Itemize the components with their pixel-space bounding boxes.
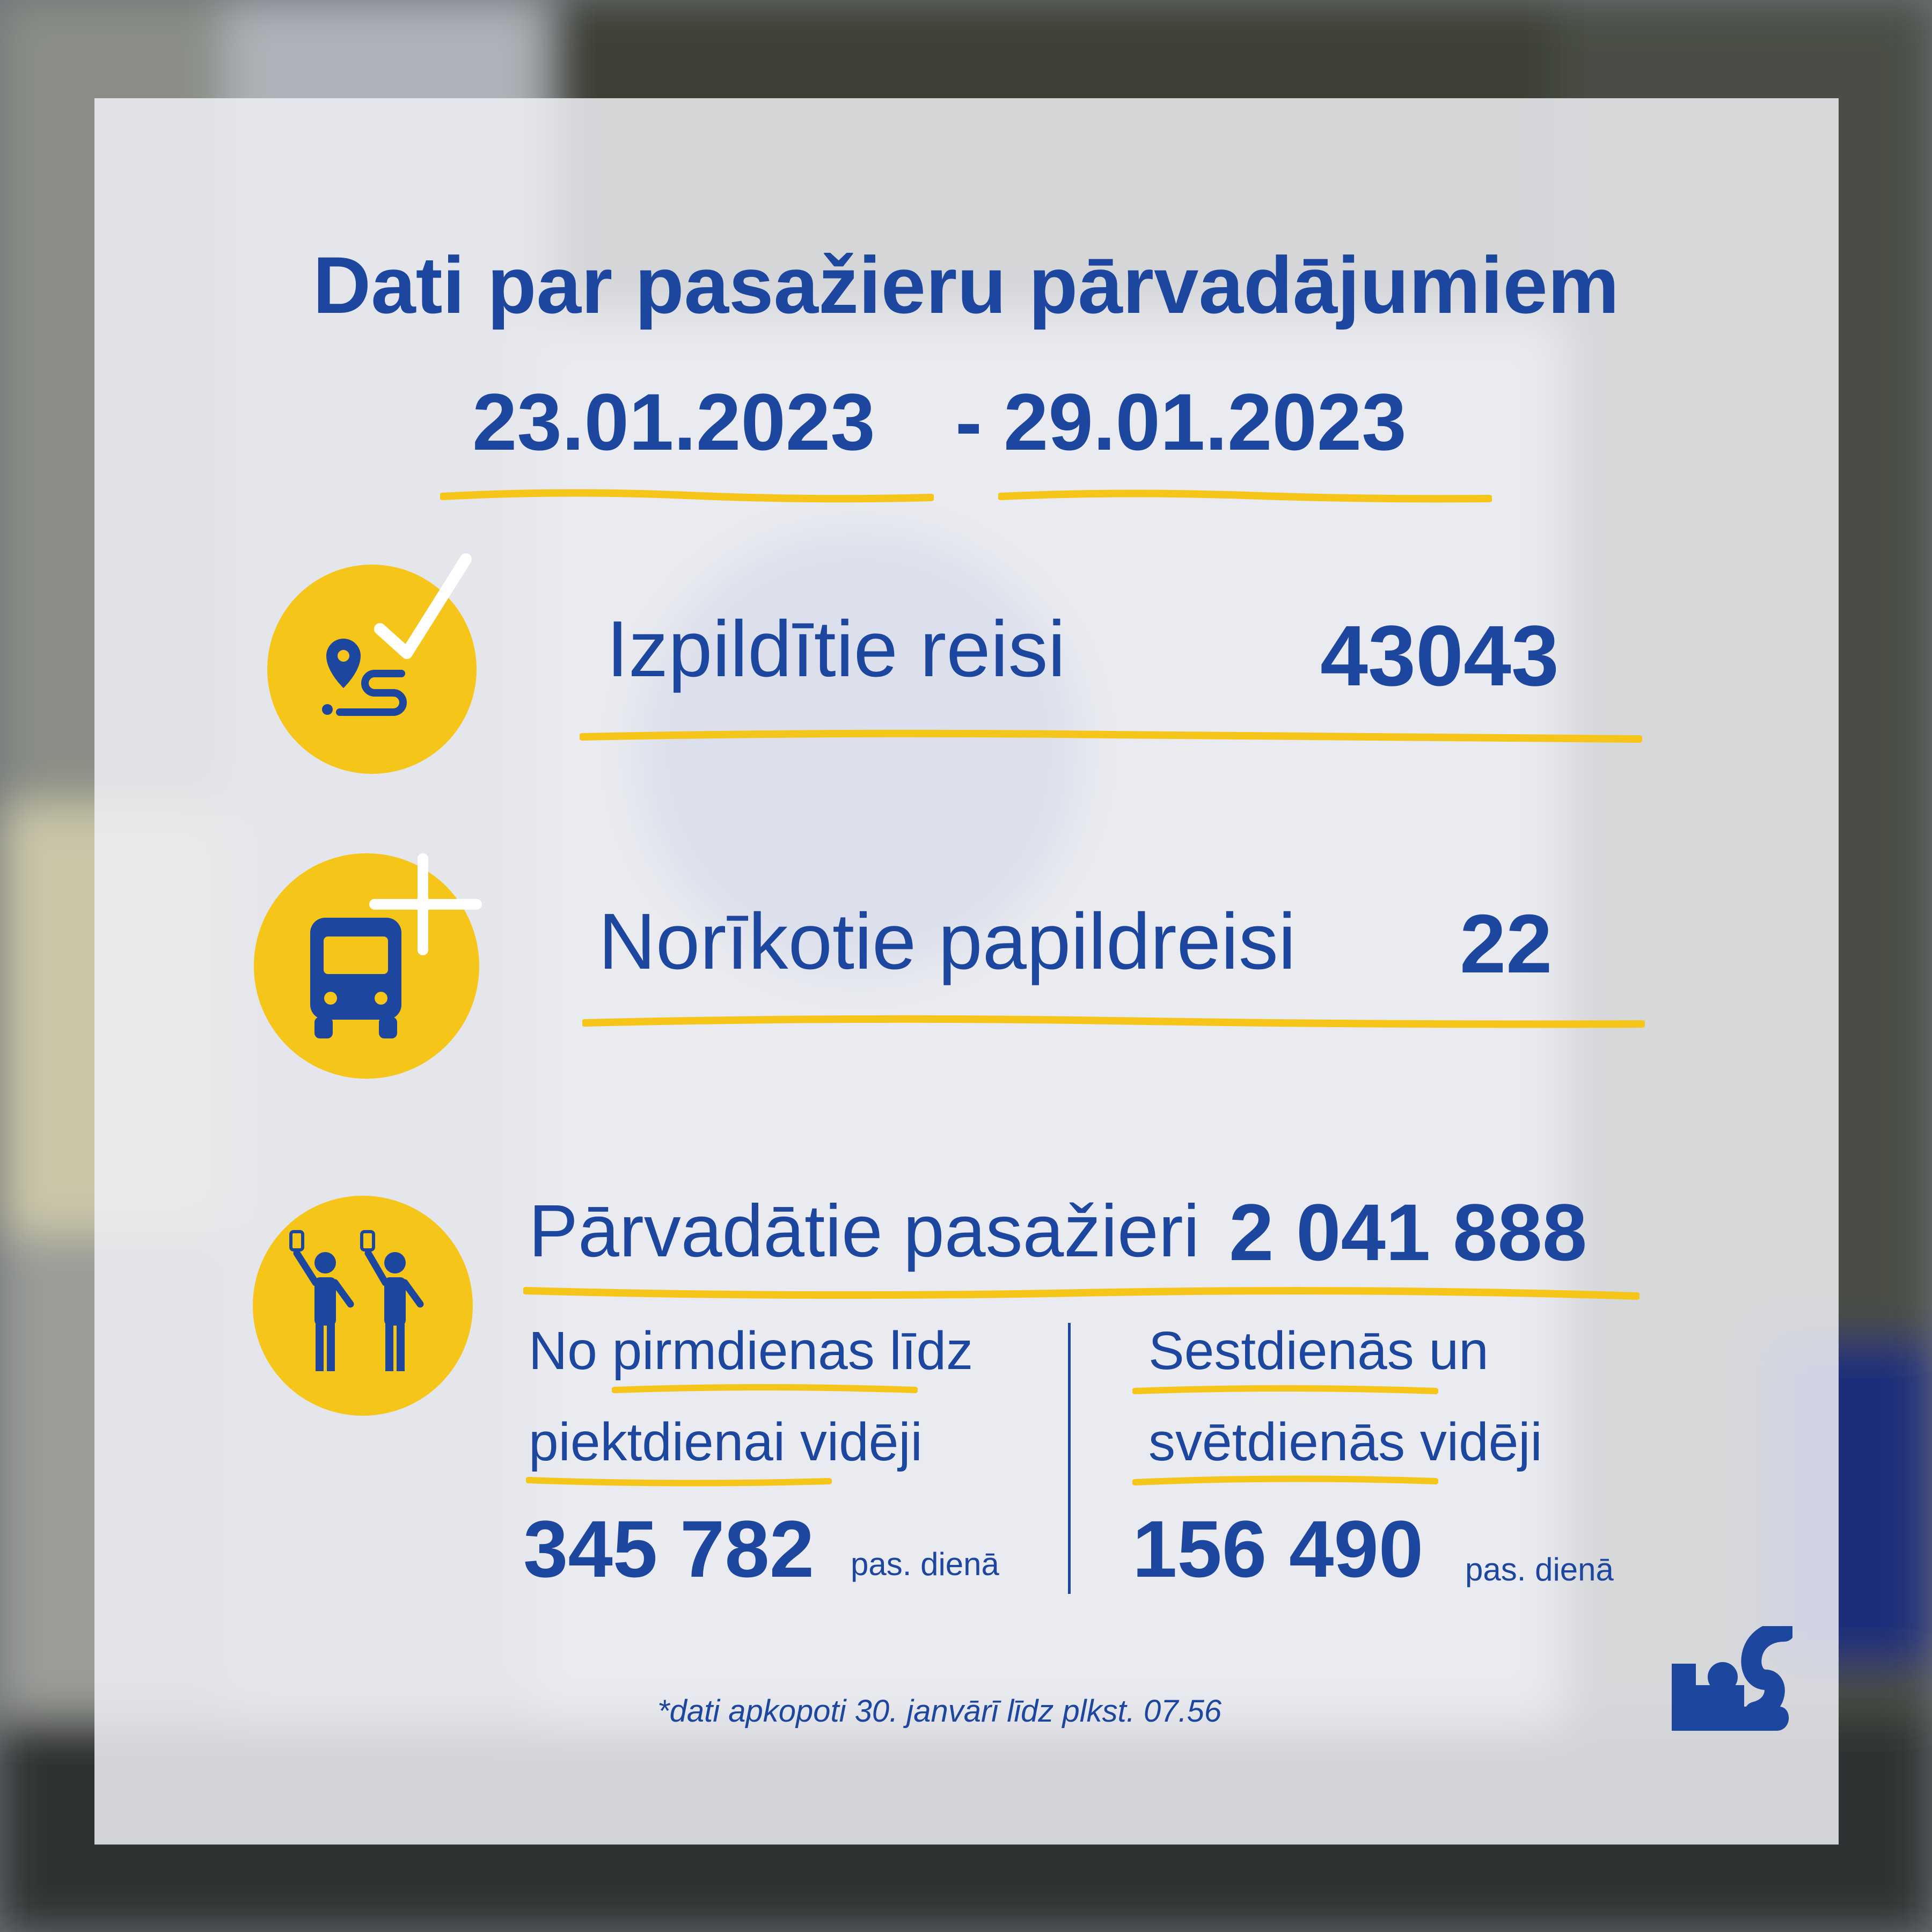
- weekdays-line1-underline: [612, 1379, 918, 1401]
- date-from-underline: [440, 486, 934, 507]
- weekends-line1: Sestdienās un: [1148, 1321, 1489, 1381]
- route-check-icon: [246, 548, 503, 774]
- weekends-value: 156 490: [1132, 1504, 1424, 1594]
- passengers-underline: [523, 1280, 1640, 1307]
- passengers-value: 2 041 888: [1229, 1187, 1587, 1277]
- trips-label: Izpildītie reisi: [606, 605, 1066, 693]
- extra-trips-value: 22: [1460, 897, 1553, 990]
- date-to: 29.01.2023: [1004, 377, 1407, 467]
- trips-value: 43043: [1320, 608, 1559, 704]
- weekends-line2: svētdienās vidēji: [1148, 1412, 1542, 1472]
- trips-underline: [580, 722, 1642, 749]
- extra-trips-underline: [582, 1009, 1645, 1036]
- date-to-underline: [998, 486, 1492, 507]
- averages-divider: [1068, 1323, 1071, 1594]
- weekends-line2-underline: [1132, 1470, 1438, 1492]
- date-separator: -: [955, 377, 982, 467]
- extra-trips-label: Norīkotie papildreisi: [598, 897, 1296, 986]
- page-title: Dati par pasažieru pārvadājumiem: [312, 240, 1620, 330]
- weekdays-line2-underline: [526, 1470, 832, 1492]
- passengers-icon: [246, 1189, 482, 1425]
- bus-plus-icon: [240, 837, 493, 1089]
- company-logo: [1664, 1626, 1792, 1733]
- weekdays-unit: pas. dienā: [851, 1546, 999, 1582]
- weekdays-line2: piektdienai vidēji: [529, 1412, 923, 1472]
- passengers-label: Pārvadātie pasažieri: [529, 1190, 1200, 1272]
- weekdays-value: 345 782: [523, 1504, 815, 1594]
- weekends-unit: pas. dienā: [1465, 1552, 1614, 1587]
- weekends-line1-underline: [1132, 1379, 1438, 1401]
- weekdays-line1: No pirmdienas līdz: [529, 1321, 974, 1381]
- footnote: *dati apkopoti 30. janvārī līdz plkst. 07.56: [657, 1694, 1222, 1729]
- date-from: 23.01.2023: [472, 377, 875, 467]
